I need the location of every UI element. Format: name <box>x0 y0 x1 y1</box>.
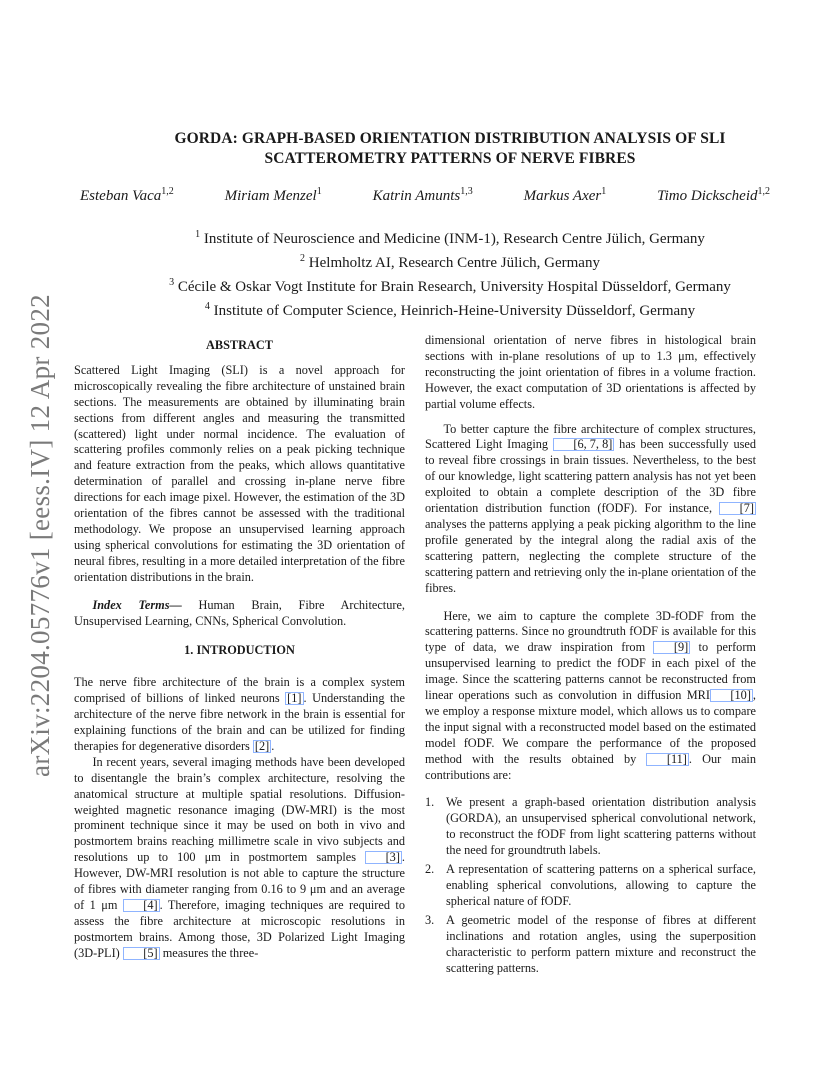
author: Markus Axer$^1$ <box>523 186 607 204</box>
list-item: 3. A geometric model of the response of fibres at different inclinations and rotation angles, using the superposition characteristic to perform pattern mixture and reconstruct the scattering patterns. <box>425 912 756 975</box>
intro-heading: 1. INTRODUCTION <box>184 643 295 658</box>
abstract-heading: ABSTRACT <box>206 338 273 352</box>
index-terms-label: Index Terms— <box>92 597 182 612</box>
arxiv-identifier: arXiv:2204.05776v1 [eess.IV] 12 Apr 2022 <box>24 293 55 777</box>
affiliation: $^4$ Institute of Computer Science, Heinrich-Heine-University Düsseldorf, Germany <box>204 301 696 319</box>
author: Katrin Amunts$^{1,3}$ <box>372 186 473 204</box>
title-line-2: SCATTEROMETRY PATTERNS OF NERVE FIBRES <box>264 150 636 167</box>
author: Esteban Vaca$^{1,2}$ <box>80 186 174 204</box>
list-item: 2. A representation of scattering patterns on a spherical surface, enabling spherical convolutions, allowing to capture the spherical nature of fODF. <box>425 862 756 908</box>
right-column <box>425 333 756 979</box>
arxiv-stamp <box>20 290 60 780</box>
contributions-list <box>425 795 756 976</box>
citation-link[interactable]: [1] <box>287 691 302 706</box>
author-list <box>80 186 770 205</box>
citation-link[interactable]: [9] <box>653 641 690 654</box>
intro-paragraph-1: The nerve fibre architecture of the brain is a complex system comprised of billions of linked neurons [1] . Understanding the architecture of the nerve fibre network in the brain is essential for explaining functions of the brain and can be utilized for finding therapies for degenerative disorders [2] . <box>74 675 405 753</box>
affiliation: $^2$ Helmholtz AI, Research Centre Jülich, Germany <box>300 253 600 271</box>
affiliation: $^3$ Cécile & Oskar Vogt Institute for Brain Research, University Hospital Düsseldorf, Germany <box>169 277 731 295</box>
intro-paragraph-2: In recent years, several imaging methods have been developed to disentangle the brain’s complex architecture, resolving the anatomical structure at multiple spatial resolutions. Diffusion-weighted magnetic resonance imaging (DW-MRI) is the most prominent technique since it may be used on both in vivo and postmortem brains reaching millimetre scale in vivo subjects and resolutions up to 100 μm in postmortem samples [3] . However, DW-MRI resolution is not able to capture the structure of fibres with diameter ranging from 0.16 to 9 μm and an average of 1 μm [4] . Therefore, imaging techniques are required to assess the fibre architecture at microscopic resolutions in postmortem brains. Among those, 3D Polarized Light Imaging (3D-PLI) [5] measures the three- <box>74 754 405 960</box>
citation-link[interactable]: [3] <box>365 851 402 864</box>
citation-link[interactable]: [5] <box>123 947 160 960</box>
citation-link[interactable]: [6, 7, 8] <box>553 438 614 451</box>
index-terms: Index Terms— Human Brain, Fibre Architecture, Unsupervised Learning, CNNs, Spherical Convolution. <box>74 597 405 628</box>
left-column <box>74 338 405 962</box>
citation-link[interactable]: [7] <box>719 502 756 515</box>
citation-link[interactable]: [4] <box>123 899 160 912</box>
citation-link[interactable]: [2] <box>254 738 270 753</box>
affiliations <box>70 225 828 321</box>
body-paragraph: To better capture the fibre architecture of complex structures, Scattered Light Imaging [6, 7, 8] has been successfully used to reveal fibre crossings in brain tissues. Nevertheless, to the best of our knowledge, light scattering pattern analysis has not yet been exploited to obtain a complete description of the 3D fibre orientation distribution function (fODF). For instance, [7] analyses the patterns applying a peak picking algorithm to the line profile generated by the integral along the radial axis of the scattering pattern, neglecting the complete structure of the scattering pattern and retrieving only the in-plane orientation of the fibres. <box>425 421 757 595</box>
title-line-1: GORDA: GRAPH-BASED ORIENTATION DISTRIBUTION ANALYSIS OF SLI <box>174 130 726 147</box>
affiliation: $^1$ Institute of Neuroscience and Medicine (INM-1), Research Centre Jülich, Germany <box>195 229 705 247</box>
author: Timo Dickscheid$^{1,2}$ <box>657 186 770 204</box>
author: Miriam Menzel$^1$ <box>224 186 322 204</box>
paper-title <box>70 129 828 169</box>
citation-link[interactable]: [10] <box>710 689 753 702</box>
abstract-text: Scattered Light Imaging (SLI) is a novel approach for microscopically revealing the fibre architecture of unstained brain sections. The measurements are obtained by illuminating brain sections from different angles and measuring the transmitted (scattered) light under normal incidence. The evaluation of scattering profiles commonly relies on a peak picking technique and feature extraction from the peaks, which allows quantitative determination of parallel and crossing in-plane nerve fibre directions for each image pixel. However, the estimation of the 3D orientation of the fibres cannot be assessed with the traditional methodology. We propose an unsupervised learning approach using spherical convolutions for estimating the 3D orientation of neural fibres, resulting in a more detailed interpretation of the fibre orientation distributions in the brain. <box>74 362 405 584</box>
body-paragraph: Here, we aim to capture the complete 3D-fODF from the scattering patterns. Since no groundtruth fODF is available for this type of data, we draw inspiration from [9] to perform unsupervised learning to predict the fODF in each pixel of the image. Since the scattering patterns cannot be reconstructed from linear operations such as convolution in diffusion MRI [10] , we employ a response mixture model, which allows us to compare the input signal with a reconstructed model based on the estimated model fODF. We compare the performance of the proposed method with the results obtained by [11] . Our main contributions are: <box>425 608 756 782</box>
list-item: 1. We present a graph-based orientation distribution analysis (GORDA), an unsupervised spherical convolutional network, to reconstruct the fODF from light scattering patterns without the need for groundtruth labels. <box>425 795 756 858</box>
body-paragraph: dimensional orientation of nerve fibres in histological brain sections with in-plane resolutions of up to 1.3 μm, effectively reconstructing the joint orientation of fibres in a volume fraction. However, the exact computation of 3D orientations is affected by partial volume effects. <box>425 333 756 411</box>
citation-link[interactable]: [11] <box>646 753 688 766</box>
